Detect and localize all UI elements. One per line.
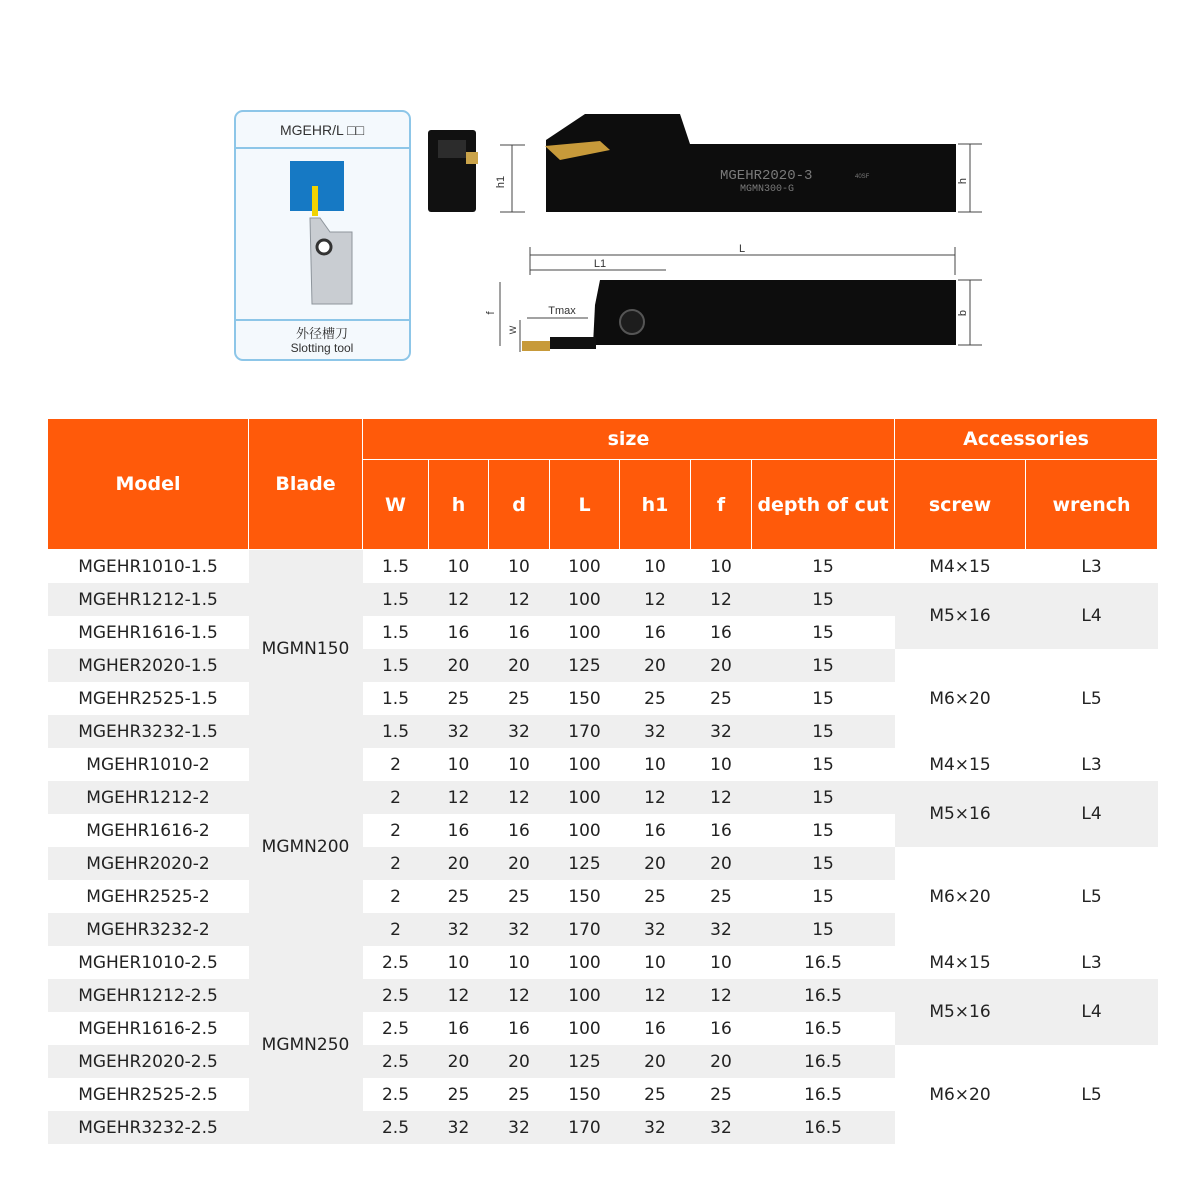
- depth-cell: 16.5: [804, 1084, 842, 1105]
- h-cell: 32: [429, 1111, 489, 1144]
- f-cell: 10: [710, 754, 732, 775]
- model-cell: MGEHR3232-2.5: [48, 1111, 249, 1144]
- w-cell: 1.5: [363, 715, 429, 748]
- l-cell: 100: [550, 781, 620, 814]
- l-cell: 100: [568, 622, 601, 643]
- wrench-cell: L4: [1026, 781, 1158, 847]
- h-cell: 20: [429, 1045, 489, 1078]
- dim-L1-label: L1: [593, 258, 607, 270]
- l-cell: 100: [568, 1018, 601, 1039]
- depth-cell: 16.5: [752, 979, 895, 1012]
- w-cell: 2.5: [363, 979, 429, 1012]
- depth-cell: 15: [752, 715, 895, 748]
- model-cell: MGEHR2525-1.5: [78, 688, 218, 709]
- dim-W-label: W: [508, 325, 518, 335]
- l-cell: 100: [568, 820, 601, 841]
- f-cell: 25: [710, 688, 732, 709]
- h1-cell: 10: [644, 754, 666, 775]
- h1-cell: 20: [620, 649, 691, 682]
- h1-cell: 12: [620, 583, 691, 616]
- header-accessories: Accessories: [895, 419, 1158, 460]
- blade-cell: MGMN200: [249, 748, 363, 946]
- model-cell: MGEHR3232-1.5: [48, 715, 249, 748]
- depth-cell: 15: [752, 583, 895, 616]
- h1-cell: 12: [620, 979, 691, 1012]
- model-cell: MGEHR2020-2: [48, 847, 249, 880]
- depth-cell: 16.5: [804, 952, 842, 973]
- h1-cell: 10: [644, 556, 666, 577]
- holder-marking: MGEHR2020-3: [720, 168, 813, 184]
- d-cell: 12: [489, 583, 550, 616]
- model-cell: MGEHR3232-2: [48, 913, 249, 946]
- depth-cell: 15: [752, 847, 895, 880]
- w-cell: 2.5: [381, 1018, 410, 1039]
- header-d: d: [489, 460, 550, 550]
- holder-top-view: [485, 243, 982, 352]
- header-l: L: [550, 460, 620, 550]
- l-cell: 100: [568, 754, 601, 775]
- header-wrench: wrench: [1026, 460, 1158, 550]
- header-model: Model: [48, 419, 249, 550]
- header-screw: screw: [895, 460, 1026, 550]
- dim-b-label: b: [957, 309, 969, 317]
- l-cell: 125: [550, 649, 620, 682]
- w-cell: 2: [363, 913, 429, 946]
- wrench-cell: L3: [1081, 952, 1102, 973]
- f-cell: 12: [691, 781, 752, 814]
- h1-cell: 32: [620, 715, 691, 748]
- h1-cell: 32: [620, 913, 691, 946]
- h-cell: 16: [447, 820, 470, 841]
- f-cell: 16: [710, 622, 732, 643]
- f-cell: 20: [691, 1045, 752, 1078]
- d-cell: 25: [508, 688, 530, 709]
- h1-cell: 20: [620, 1045, 691, 1078]
- w-cell: 2: [363, 847, 429, 880]
- header-h: h: [429, 460, 489, 550]
- table-row: [48, 946, 1158, 979]
- screw-cell: M4×15: [929, 952, 991, 973]
- h1-cell: 10: [644, 952, 666, 973]
- spec-table-body: [48, 550, 1158, 1145]
- header-depth-of-cut: depth of cut: [752, 460, 895, 550]
- holder-side-view: [545, 114, 982, 212]
- l-cell: 125: [550, 847, 620, 880]
- w-cell: 1.5: [363, 649, 429, 682]
- w-cell: 2.5: [363, 1045, 429, 1078]
- screw-cell: M6×20: [929, 688, 991, 709]
- header-size: size: [363, 419, 895, 460]
- dim-f-label: f: [485, 311, 497, 315]
- model-cell: MGEHR1616-1.5: [78, 622, 218, 643]
- h-cell: 32: [429, 913, 489, 946]
- f-cell: 32: [691, 715, 752, 748]
- h-cell: 25: [447, 886, 470, 907]
- h-cell: 12: [429, 979, 489, 1012]
- table-row: [48, 550, 1158, 584]
- depth-cell: 15: [812, 886, 834, 907]
- depth-cell: 15: [812, 754, 834, 775]
- f-cell: 20: [691, 847, 752, 880]
- w-cell: 2: [390, 820, 401, 841]
- l-cell: 170: [550, 715, 620, 748]
- table-row: [48, 979, 1158, 1012]
- table-row: [48, 1045, 1158, 1078]
- depth-cell: 16.5: [752, 1045, 895, 1078]
- screw-cell: M4×15: [929, 556, 991, 577]
- model-cell: MGEHR1010-2: [86, 754, 210, 775]
- d-cell: 10: [508, 754, 530, 775]
- screw-cell: M5×16: [895, 781, 1026, 847]
- wrench-cell: L5: [1081, 886, 1102, 907]
- d-cell: 10: [508, 556, 530, 577]
- h-cell: 10: [447, 952, 470, 973]
- model-cell: MGEHR2525-2: [86, 886, 210, 907]
- blade-cell: MGMN250: [249, 946, 363, 1144]
- model-cell: MGEHR1212-1.5: [48, 583, 249, 616]
- d-cell: 25: [508, 886, 530, 907]
- h-cell: 16: [447, 1018, 470, 1039]
- d-cell: 32: [489, 1111, 550, 1144]
- h-cell: 10: [447, 556, 470, 577]
- wrench-cell: L4: [1026, 979, 1158, 1045]
- w-cell: 2.5: [381, 952, 410, 973]
- l-cell: 100: [550, 979, 620, 1012]
- wrench-cell: L3: [1081, 754, 1102, 775]
- d-cell: 20: [489, 1045, 550, 1078]
- blade-cell: MGMN150: [249, 550, 363, 749]
- insert-marking: MGMN300-G: [740, 184, 795, 195]
- table-row: [48, 781, 1158, 814]
- w-cell: 1.5: [381, 556, 410, 577]
- f-cell: 20: [691, 649, 752, 682]
- d-cell: 25: [508, 1084, 530, 1105]
- wrench-cell: L4: [1026, 583, 1158, 649]
- d-cell: 12: [489, 781, 550, 814]
- model-cell: MGHER1010-2.5: [78, 952, 218, 973]
- h-cell: 25: [447, 688, 470, 709]
- h1-cell: 16: [644, 1018, 666, 1039]
- l-cell: 100: [568, 952, 601, 973]
- header-f: f: [691, 460, 752, 550]
- h1-cell: 12: [620, 781, 691, 814]
- screw-cell: M5×16: [895, 583, 1026, 649]
- l-cell: 170: [550, 1111, 620, 1144]
- h-cell: 16: [447, 622, 470, 643]
- l-cell: 170: [550, 913, 620, 946]
- dim-Tmax-label: Tmax: [548, 305, 576, 317]
- w-cell: 1.5: [363, 583, 429, 616]
- dim-h1-label: h1: [495, 175, 507, 189]
- depth-cell: 15: [812, 688, 834, 709]
- table-row: [48, 583, 1158, 616]
- wrench-cell: L3: [1081, 556, 1102, 577]
- header-w: W: [363, 460, 429, 550]
- h1-cell: 25: [644, 886, 666, 907]
- f-cell: 12: [691, 583, 752, 616]
- f-cell: 32: [691, 1111, 752, 1144]
- w-cell: 2: [390, 754, 401, 775]
- h-cell: 12: [429, 583, 489, 616]
- d-cell: 10: [508, 952, 530, 973]
- depth-cell: 15: [752, 649, 895, 682]
- f-cell: 16: [710, 820, 732, 841]
- d-cell: 16: [508, 820, 530, 841]
- model-cell: MGEHR1212-2: [48, 781, 249, 814]
- h-cell: 20: [429, 847, 489, 880]
- l-cell: 100: [568, 556, 601, 577]
- h-cell: 20: [429, 649, 489, 682]
- f-cell: 25: [710, 1084, 732, 1105]
- header-blade: Blade: [249, 419, 363, 550]
- w-cell: 2.5: [363, 1111, 429, 1144]
- w-cell: 1.5: [381, 688, 410, 709]
- d-cell: 16: [508, 1018, 530, 1039]
- panel-caption-cn: 外径槽刀: [295, 327, 349, 342]
- screw-cell: M5×16: [895, 979, 1026, 1045]
- w-cell: 2.5: [381, 1084, 410, 1105]
- d-cell: 32: [489, 715, 550, 748]
- model-cell: MGEHR2020-2.5: [48, 1045, 249, 1078]
- table-row: [48, 649, 1158, 682]
- slotting-tool-panel: [235, 111, 410, 360]
- wrench-cell: L5: [1081, 1084, 1102, 1105]
- model-cell: MGHER2020-1.5: [48, 649, 249, 682]
- depth-cell: 15: [752, 781, 895, 814]
- l-cell: 150: [568, 688, 601, 709]
- f-cell: 10: [710, 952, 732, 973]
- small-marking: 40SF: [855, 174, 870, 180]
- spec-table: [47, 418, 1158, 1144]
- h1-cell: 20: [620, 847, 691, 880]
- h1-cell: 16: [644, 622, 666, 643]
- panel-caption-en: Slotting tool: [290, 341, 354, 355]
- h-cell: 10: [447, 754, 470, 775]
- table-row: [48, 847, 1158, 880]
- f-cell: 25: [710, 886, 732, 907]
- model-cell: MGEHR1212-2.5: [48, 979, 249, 1012]
- depth-cell: 15: [752, 913, 895, 946]
- h1-cell: 25: [644, 1084, 666, 1105]
- wrench-cell: L5: [1081, 688, 1102, 709]
- model-cell: MGEHR1010-1.5: [78, 556, 218, 577]
- d-cell: 20: [489, 847, 550, 880]
- h1-cell: 25: [644, 688, 666, 709]
- tool-diagram: [0, 0, 1200, 400]
- model-cell: MGEHR1616-2: [86, 820, 210, 841]
- holder-end-view: [428, 130, 525, 212]
- table-row: [48, 748, 1158, 781]
- depth-cell: 15: [812, 820, 834, 841]
- screw-cell: M6×20: [929, 1084, 991, 1105]
- depth-cell: 16.5: [752, 1111, 895, 1144]
- depth-cell: 15: [812, 556, 834, 577]
- dim-h-label: h: [957, 177, 969, 185]
- header-h1: h1: [620, 460, 691, 550]
- h1-cell: 16: [644, 820, 666, 841]
- w-cell: 1.5: [381, 622, 410, 643]
- depth-cell: 15: [812, 622, 834, 643]
- d-cell: 20: [489, 649, 550, 682]
- h1-cell: 32: [620, 1111, 691, 1144]
- w-cell: 2: [390, 886, 401, 907]
- l-cell: 125: [550, 1045, 620, 1078]
- screw-cell: M4×15: [929, 754, 991, 775]
- d-cell: 12: [489, 979, 550, 1012]
- screw-cell: M6×20: [929, 886, 991, 907]
- l-cell: 150: [568, 1084, 601, 1105]
- model-cell: MGEHR2525-2.5: [78, 1084, 218, 1105]
- model-cell: MGEHR1616-2.5: [78, 1018, 218, 1039]
- h-cell: 12: [429, 781, 489, 814]
- f-cell: 10: [710, 556, 732, 577]
- dim-L-label: L: [738, 243, 746, 255]
- d-cell: 32: [489, 913, 550, 946]
- panel-title: MGEHR/L □□: [279, 122, 365, 138]
- l-cell: 150: [568, 886, 601, 907]
- h-cell: 32: [429, 715, 489, 748]
- d-cell: 16: [508, 622, 530, 643]
- l-cell: 100: [550, 583, 620, 616]
- f-cell: 16: [710, 1018, 732, 1039]
- w-cell: 2: [363, 781, 429, 814]
- h-cell: 25: [447, 1084, 470, 1105]
- f-cell: 32: [691, 913, 752, 946]
- f-cell: 12: [691, 979, 752, 1012]
- depth-cell: 16.5: [804, 1018, 842, 1039]
